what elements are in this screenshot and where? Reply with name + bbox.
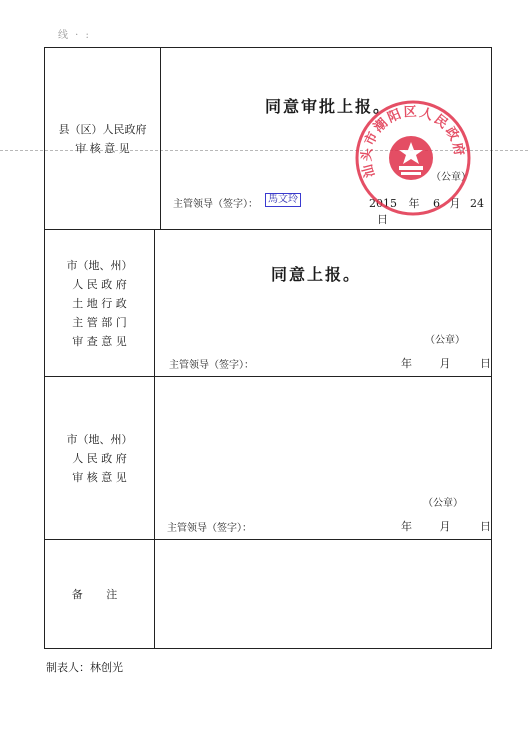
row-label-remarks	[45, 540, 155, 648]
opinion-text: 同意上报。	[271, 265, 362, 284]
table-maker-label: 制表人：林创光	[46, 661, 123, 674]
date-year-unit: 年	[401, 357, 412, 370]
sign-label: 主管领导（签字）：	[173, 199, 258, 210]
date-month: 6	[433, 197, 440, 210]
stamp-text: 汕头市潮阳区人民政府	[359, 104, 467, 180]
row-label-line: 审 核 意 见	[75, 141, 130, 155]
seal-label: （公章）	[425, 335, 465, 346]
date-day-unit: 日	[480, 357, 491, 370]
row-label-county	[45, 48, 161, 229]
date-year-unit: 年	[408, 197, 420, 210]
row-label-line: 人 民 政 府	[72, 451, 127, 465]
date-month-unit: 月	[439, 520, 451, 533]
opinion-cell-city-gov	[155, 377, 491, 539]
date-day-unit: 日	[480, 520, 491, 533]
row-label-line: 备 注	[71, 587, 128, 601]
row-label-line: 市（地、州）	[66, 258, 133, 272]
table-row-land-dept	[45, 230, 491, 377]
seal-label: （公章）	[423, 498, 463, 509]
row-label-line: 审 查 意 见	[72, 334, 127, 348]
opinion-text: 同意审批上报。	[265, 97, 392, 116]
date-day-unit: 日	[377, 213, 388, 226]
sign-label: 主管领导（签字）：	[167, 523, 252, 534]
date-year: 2015	[369, 197, 397, 210]
row-label-line: 审 核 意 见	[72, 470, 127, 484]
row-label-line: 市（地、州）	[66, 432, 133, 446]
page-top-mark: 线 · :	[58, 30, 91, 41]
remarks-cell	[155, 540, 491, 648]
date	[401, 355, 491, 371]
row-label-land-dept	[45, 230, 155, 376]
date-month-unit: 月	[439, 357, 451, 370]
date-day: 24	[470, 197, 484, 210]
row-label-line: 主 管 部 门	[72, 315, 127, 329]
table-row-city-gov	[45, 377, 491, 540]
row-label-line: 县（区）人民政府	[58, 122, 147, 136]
official-stamp	[353, 98, 473, 218]
row-label-line: 土 地 行 政	[72, 296, 127, 310]
date	[401, 518, 491, 534]
row-label-line: 人 民 政 府	[72, 277, 127, 291]
date-year-unit: 年	[401, 520, 412, 533]
opinion-cell-land-dept	[155, 230, 491, 376]
sign-label: 主管领导（签字）：	[169, 360, 254, 371]
date-month-unit: 月	[449, 197, 461, 210]
table-row-remarks	[45, 540, 491, 648]
national-emblem-icon	[389, 136, 433, 180]
signature: 馬文玲	[265, 193, 301, 207]
seal-label: （公章）	[431, 172, 471, 183]
row-label-city-gov	[45, 377, 155, 539]
